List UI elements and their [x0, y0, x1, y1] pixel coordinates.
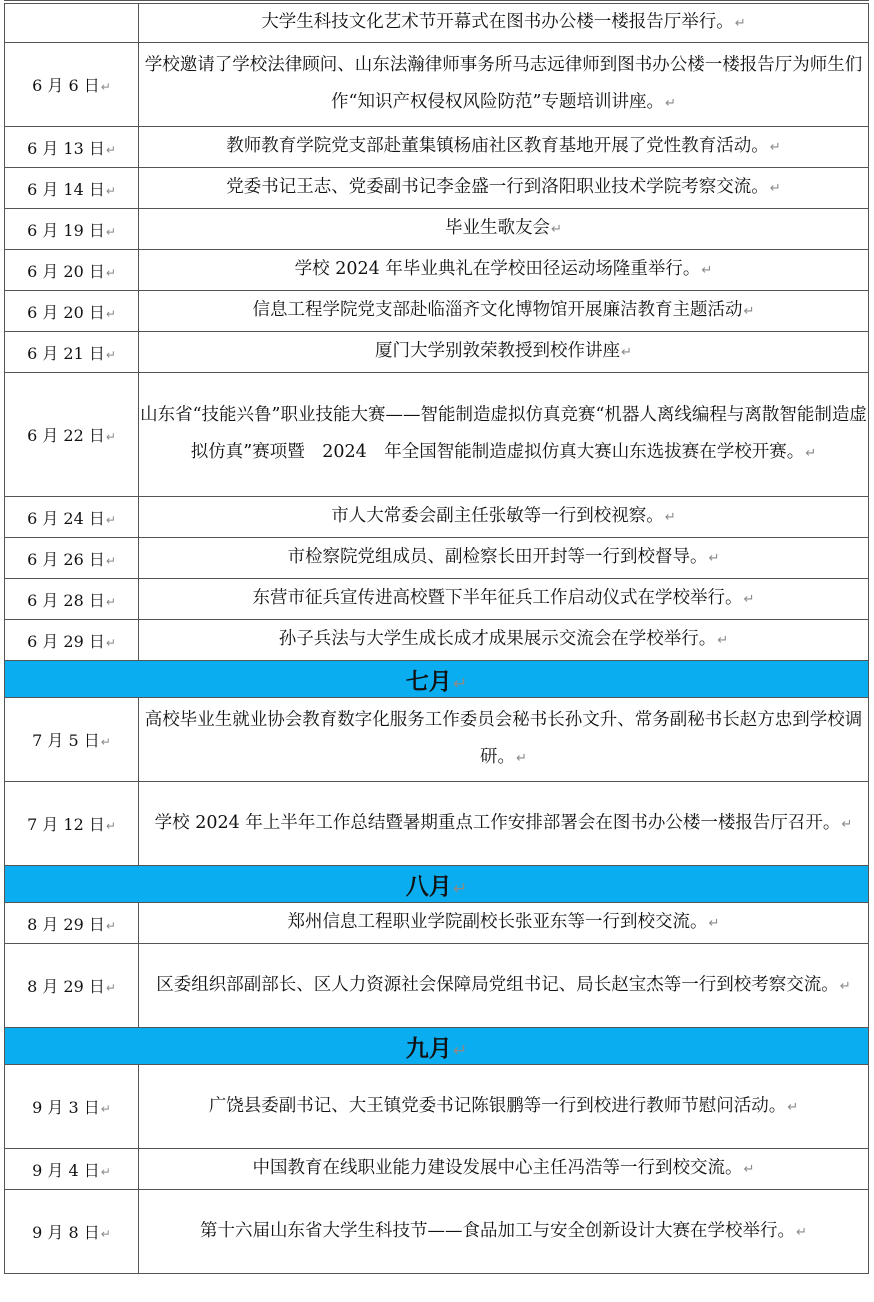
- paragraph-mark-icon: ↵: [743, 592, 755, 607]
- paragraph-mark-icon: ↵: [105, 512, 116, 527]
- paragraph-mark-icon: ↵: [452, 878, 468, 899]
- event-date: 6 月 20 日: [27, 261, 105, 281]
- paragraph-mark-icon: ↵: [452, 673, 468, 694]
- table-row: [5, 43, 869, 127]
- event-date: 9 月 4 日: [32, 1160, 100, 1180]
- paragraph-mark-icon: ↵: [100, 1102, 111, 1116]
- date-cell: [5, 43, 139, 127]
- table-row: [5, 209, 869, 250]
- paragraph-mark-icon: ↵: [105, 183, 116, 198]
- paragraph-mark-icon: ↵: [105, 553, 116, 568]
- paragraph-mark-icon: ↵: [105, 306, 116, 321]
- paragraph-mark-icon: ↵: [105, 918, 116, 933]
- paragraph-mark-icon: ↵: [105, 347, 116, 362]
- date-cell: [5, 538, 139, 579]
- table-row: [5, 168, 869, 209]
- paragraph-mark-icon: ↵: [708, 551, 720, 566]
- event-description: 区委组织部副部长、区人力资源社会保障局党组书记、局长赵宝杰等一行到校考察交流。: [156, 974, 839, 995]
- paragraph-mark-icon: ↵: [743, 1162, 755, 1177]
- paragraph-mark-icon: ↵: [105, 594, 116, 609]
- table-row: [5, 579, 869, 620]
- event-description: 信息工程学院党支部赴临淄齐文化博物馆开展廉洁教育主题活动: [252, 300, 743, 320]
- date-cell: [5, 903, 139, 944]
- paragraph-mark-icon: ↵: [621, 345, 632, 360]
- date-cell: [5, 1149, 139, 1190]
- table-row: [5, 250, 869, 291]
- event-description: 党委书记王志、党委副书记李金盛一行到洛阳职业技术学院考察交流。: [226, 177, 769, 197]
- event-schedule-table: [4, 3, 869, 1274]
- table-row: [5, 291, 869, 332]
- event-description: 郑州信息工程职业学院副校长张亚东等一行到校交流。: [287, 912, 708, 932]
- month-header: [5, 661, 869, 698]
- month-label: 九月: [405, 1034, 452, 1062]
- paragraph-mark-icon: ↵: [787, 1099, 799, 1115]
- date-cell: [5, 332, 139, 373]
- event-description: 东营市征兵宣传进高校暨下半年征兵工作启动仪式在学校举行。: [252, 588, 743, 608]
- paragraph-mark-icon: ↵: [701, 263, 713, 278]
- event-description: 广饶县委副书记、大王镇党委书记陈银鹏等一行到校进行教师节慰问活动。: [208, 1095, 787, 1116]
- event-description: 学校 2024 年上半年工作总结暨暑期重点工作安排部署会在图书办公楼一楼报告厅召开。: [154, 812, 841, 833]
- date-cell: [5, 782, 139, 866]
- paragraph-mark-icon: ↵: [105, 142, 116, 157]
- date-cell: [5, 168, 139, 209]
- paragraph-mark-icon: ↵: [105, 224, 116, 239]
- event-date: 6 月 13 日: [27, 138, 105, 158]
- date-cell: [5, 291, 139, 332]
- event-cell: [139, 497, 869, 538]
- paragraph-mark-icon: ↵: [734, 16, 746, 31]
- paragraph-mark-icon: ↵: [100, 80, 111, 94]
- table-row: [5, 698, 869, 782]
- event-cell: [139, 127, 869, 168]
- table-row: [5, 127, 869, 168]
- paragraph-mark-icon: ↵: [105, 635, 116, 650]
- paragraph-mark-icon: ↵: [105, 430, 116, 444]
- date-cell: [5, 4, 139, 43]
- event-cell: [139, 209, 869, 250]
- event-cell: [139, 43, 869, 127]
- event-description: 孙子兵法与大学生成长成才成果展示交流会在学校举行。: [278, 629, 717, 649]
- event-cell: [139, 782, 869, 866]
- event-description: 毕业生歌友会: [445, 218, 550, 238]
- date-cell: [5, 698, 139, 782]
- month-header: [5, 1028, 869, 1065]
- table-row: [5, 1149, 869, 1190]
- date-cell: [5, 373, 139, 497]
- paragraph-mark-icon: ↵: [839, 978, 851, 994]
- paragraph-mark-icon: ↵: [452, 1040, 468, 1061]
- date-cell: [5, 250, 139, 291]
- paragraph-mark-icon: ↵: [805, 446, 817, 461]
- month-label: 七月: [405, 667, 452, 695]
- event-cell: [139, 373, 869, 497]
- paragraph-mark-icon: ↵: [769, 181, 781, 196]
- date-cell: [5, 1190, 139, 1274]
- event-cell: [139, 579, 869, 620]
- table-row: [5, 1065, 869, 1149]
- table-top-border: [4, 0, 869, 1]
- table-row: [5, 497, 869, 538]
- event-date: 6 月 22 日: [27, 426, 105, 445]
- event-cell: [139, 698, 869, 782]
- event-date: 6 月 24 日: [27, 508, 105, 528]
- month-label: 八月: [405, 872, 452, 900]
- event-cell: [139, 168, 869, 209]
- table-row: [5, 944, 869, 1028]
- event-cell: [139, 1149, 869, 1190]
- paragraph-mark-icon: ↵: [841, 816, 853, 832]
- event-date: 9 月 8 日: [32, 1223, 100, 1242]
- event-date: 6 月 28 日: [27, 590, 105, 610]
- date-cell: [5, 579, 139, 620]
- paragraph-mark-icon: ↵: [664, 510, 676, 525]
- paragraph-mark-icon: ↵: [100, 1227, 111, 1241]
- event-cell: [139, 944, 869, 1028]
- event-cell: [139, 903, 869, 944]
- event-date: 6 月 26 日: [27, 549, 105, 569]
- event-date: 6 月 20 日: [27, 302, 105, 322]
- event-date: 7 月 12 日: [27, 815, 105, 834]
- event-cell: [139, 332, 869, 373]
- event-date: 6 月 21 日: [27, 343, 105, 363]
- event-date: 6 月 14 日: [27, 179, 105, 199]
- event-description: 高校毕业生就业协会教育数字化服务工作委员会秘书长孙文升、常务副秘书长赵方忠到学校调研。: [144, 710, 863, 767]
- table-row: [5, 373, 869, 497]
- date-cell: [5, 497, 139, 538]
- month-header: [5, 866, 869, 903]
- event-cell: [139, 538, 869, 579]
- paragraph-mark-icon: ↵: [516, 751, 527, 766]
- date-cell: [5, 1065, 139, 1149]
- paragraph-mark-icon: ↵: [100, 735, 111, 749]
- event-date: 9 月 3 日: [32, 1098, 100, 1117]
- date-cell: [5, 944, 139, 1028]
- event-date: 6 月 29 日: [27, 631, 105, 651]
- date-cell: [5, 209, 139, 250]
- month-header-row: [5, 661, 869, 698]
- paragraph-mark-icon: ↵: [664, 96, 676, 111]
- table-row: [5, 1190, 869, 1274]
- event-date: 6 月 19 日: [27, 220, 105, 240]
- paragraph-mark-icon: ↵: [708, 916, 720, 931]
- event-date: 6 月 6 日: [32, 76, 100, 95]
- table-row: [5, 538, 869, 579]
- paragraph-mark-icon: ↵: [105, 819, 116, 833]
- event-description: 第十六届山东省大学生科技节——食品加工与安全创新设计大赛在学校举行。: [200, 1220, 795, 1241]
- event-schedule-body: [5, 4, 869, 1274]
- event-cell: [139, 1065, 869, 1149]
- paragraph-mark-icon: ↵: [551, 222, 562, 237]
- event-description: 教师教育学院党支部赴董集镇杨庙社区教育基地开展了党性教育活动。: [226, 136, 769, 156]
- table-row: [5, 620, 869, 661]
- event-date: 8 月 29 日: [27, 977, 105, 996]
- event-description: 学校 2024 年毕业典礼在学校田径运动场隆重举行。: [294, 259, 701, 279]
- paragraph-mark-icon: ↵: [717, 633, 729, 648]
- month-header-row: [5, 1028, 869, 1065]
- table-row: [5, 782, 869, 866]
- event-cell: [139, 4, 869, 43]
- date-cell: [5, 620, 139, 661]
- event-cell: [139, 1190, 869, 1274]
- event-date: 8 月 29 日: [27, 914, 105, 934]
- paragraph-mark-icon: ↵: [743, 304, 755, 319]
- event-description: 大学生科技文化艺术节开幕式在图书办公楼一楼报告厅举行。: [261, 12, 734, 32]
- event-date: 7 月 5 日: [32, 731, 100, 750]
- event-cell: [139, 250, 869, 291]
- paragraph-mark-icon: ↵: [100, 1164, 111, 1179]
- event-description: 山东省“技能兴鲁”职业技能大赛——智能制造虚拟仿真竞赛“机器人离线编程与离散智能制造虚拟仿真”赛项暨 2024 年全国智能制造虚拟仿真大赛山东选拔赛在学校开赛。: [140, 405, 867, 462]
- paragraph-mark-icon: ↵: [105, 981, 116, 995]
- event-description: 中国教育在线职业能力建设发展中心主任冯浩等一行到校交流。: [252, 1158, 743, 1178]
- table-row: [5, 903, 869, 944]
- event-description: 市检察院党组成员、副检察长田开封等一行到校督导。: [287, 547, 708, 567]
- table-row: [5, 332, 869, 373]
- event-cell: [139, 620, 869, 661]
- paragraph-mark-icon: ↵: [769, 140, 781, 155]
- month-header-row: [5, 866, 869, 903]
- paragraph-mark-icon: ↵: [796, 1224, 807, 1240]
- date-cell: [5, 127, 139, 168]
- event-description: 学校邀请了学校法律顾问、山东法瀚律师事务所马志远律师到图书办公楼一楼报告厅为师生们作“知识产权侵权风险防范”专题培训讲座。: [144, 55, 863, 112]
- paragraph-mark-icon: ↵: [105, 265, 116, 280]
- event-cell: [139, 291, 869, 332]
- event-description: 市人大常委会副主任张敏等一行到校视察。: [331, 506, 664, 526]
- event-description: 厦门大学别敦荣教授到校作讲座: [375, 341, 620, 361]
- table-row: [5, 4, 869, 43]
